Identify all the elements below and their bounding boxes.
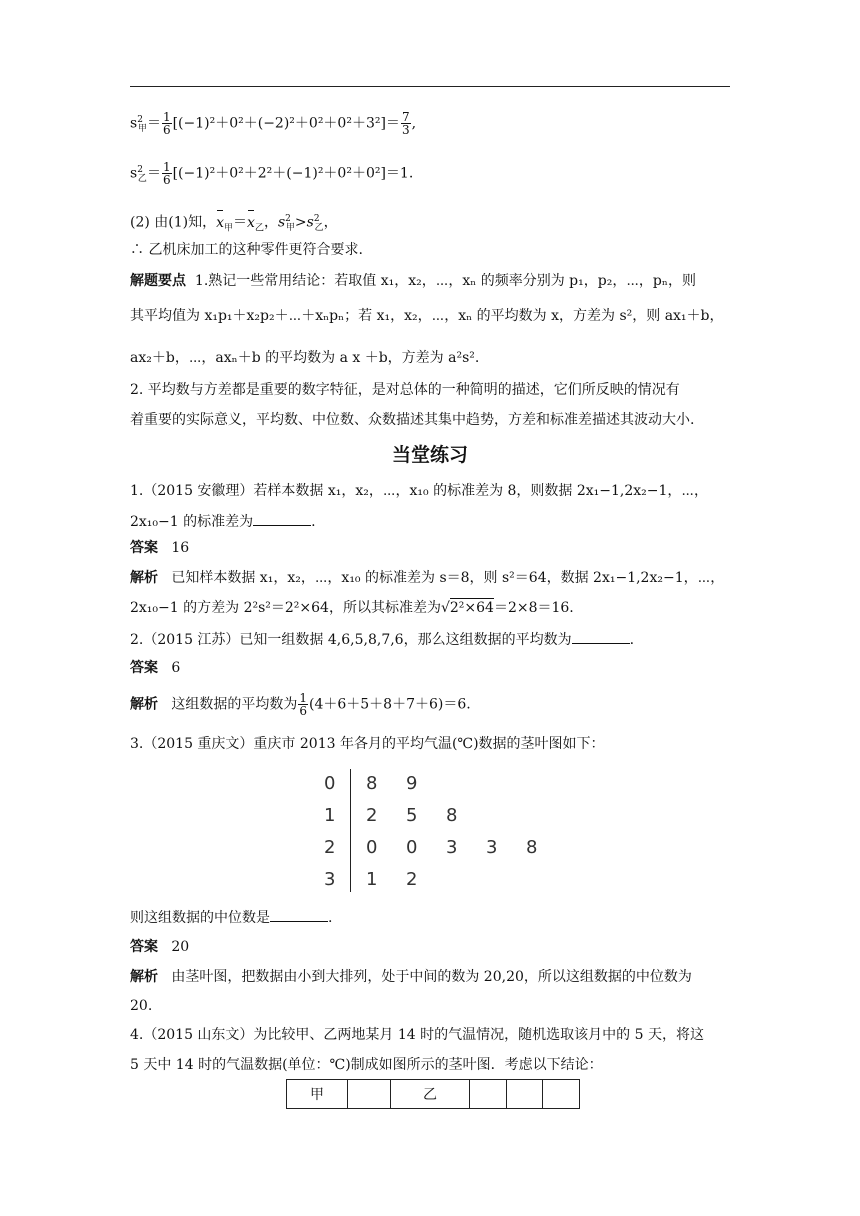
leaf-3-1: 2 — [406, 869, 418, 890]
fraction-one-sixth: $\frac{1}{6}$ — [162, 110, 171, 138]
q1-line1: 1.（2015 安徽理）若样本数据 x₁，x₂，⋯，x₁₀ 的标准差为 8，则数据 2x₁−1,2x₂−1，⋯， — [130, 483, 709, 499]
section-title: 当堂练习 — [391, 444, 468, 466]
q4-line1: 4.（2015 山东文）为比较甲、乙两地某月 14 时的气温情况，随机选取该月中的 5 天，将这 — [130, 1027, 704, 1043]
formula-s-yi: $s^2_乙=$ $\frac{1}{6}$ [(−1)²＋0²＋2²＋(−1)²＋0²＋0²]＝1. — [130, 160, 414, 188]
stem-0: 0 — [324, 773, 336, 794]
part2-conclusion: ∴ 乙机床加工的这种零件更符合要求. — [130, 242, 363, 258]
fraction-one-sixth: $\frac{1}{6}$ — [299, 691, 307, 718]
stem-leaf-divider — [350, 769, 351, 892]
q2-line1: 2.（2015 江苏）已知一组数据 4,6,5,8,7,6，那么这组数据的平均数为 . — [130, 629, 634, 650]
table-cell-yi: 乙 — [391, 1080, 470, 1109]
key-points-p2-line1: 2. 平均数与方差都是重要的数字特征，是对总体的一种简明的描述，它们所反映的情况有 — [130, 382, 680, 398]
stem-2: 2 — [324, 837, 336, 858]
answer-blank — [572, 629, 630, 644]
leaf-2-3: 3 — [486, 837, 498, 858]
leaf-2-4: 8 — [526, 837, 538, 858]
key-points-p2-line2: 着重要的实际意义，平均数、中位数、众数描述其集中趋势，方差和标准差描述其波动大小. — [130, 412, 695, 428]
leaf-1-2: 8 — [446, 805, 458, 826]
key-points-line3: ax₂＋b，⋯，axₙ＋b 的平均数为 a x ＋b，方差为 a²s². — [130, 350, 480, 366]
table-cell — [543, 1080, 580, 1109]
q4-line2: 5 天中 14 时的气温数据(单位：℃)制成如图所示的茎叶图．考虑以下结论： — [130, 1057, 603, 1073]
q3-answer: 答案 20 — [130, 939, 190, 955]
leaf-2-0: 0 — [366, 837, 378, 858]
formula-s-jia: $s^2_甲=$ $\frac{1}{6}$ [(−1)²＋0²＋(−2)²＋0²＋0²＋3²]＝ $\frac{7}{3}$ , — [130, 110, 417, 138]
leaf-2-2: 3 — [446, 837, 458, 858]
answer-blank — [270, 907, 328, 922]
table-cell — [507, 1080, 543, 1109]
leaf-0-0: 8 — [366, 773, 378, 794]
part2-comparison: (2) 由(1)知，$x_甲=x_乙$，$s^2_甲>s^2_乙$， — [130, 214, 338, 234]
leaf-1-0: 2 — [366, 805, 378, 826]
fraction-one-sixth: $\frac{1}{6}$ — [162, 160, 171, 188]
leaf-2-1: 0 — [406, 837, 418, 858]
answer-blank — [253, 511, 311, 526]
leaf-1-1: 5 — [406, 805, 418, 826]
q1-analysis-line2: 2x₁₀−1 的方差为 2²s²＝2²×64，所以其标准差为√2²×64＝2×8＝16. — [130, 600, 574, 616]
q3-analysis-line2: 20. — [130, 998, 153, 1014]
table-cell — [470, 1080, 507, 1109]
fraction-seven-thirds: $\frac{7}{3}$ — [401, 110, 410, 138]
q3-line1: 3.（2015 重庆文）重庆市 2013 年各月的平均气温(℃)数据的茎叶图如下： — [130, 736, 605, 752]
q4-stem-leaf-table — [286, 1079, 580, 1109]
table-cell-jia: 甲 — [287, 1080, 348, 1109]
key-points-line1: 解题要点 1.熟记一些常用结论：若取值 x₁，x₂，⋯，xₙ 的频率分别为 p₁，p₂，⋯，pₙ，则 — [130, 273, 696, 289]
q1-answer: 答案 16 — [130, 540, 190, 556]
stem-3: 3 — [324, 869, 336, 890]
stem-1: 1 — [324, 805, 336, 826]
leaf-3-0: 1 — [366, 869, 378, 890]
q3-question: 则这组数据的中位数是 . — [130, 907, 332, 928]
header-rule — [130, 86, 730, 87]
q3-analysis-line1: 解析 由茎叶图，把数据由小到大排列，处于中间的数为 20,20，所以这组数据的中位数为 — [130, 969, 692, 985]
q2-analysis: 解析 这组数据的平均数为 $\frac{1}{6}$ (4＋6＋5＋8＋7＋6)＝6. — [130, 691, 471, 718]
key-points-line2: 其平均值为 x₁p₁＋x₂p₂＋⋯＋xₙpₙ；若 x₁，x₂，⋯，xₙ 的平均数为 x，方差为 s²，则 ax₁＋b， — [130, 308, 724, 324]
q2-answer: 答案 6 — [130, 660, 181, 676]
q1-line2: 2x₁₀−1 的标准差为 . — [130, 511, 316, 532]
table-cell — [348, 1080, 391, 1109]
q1-analysis-line1: 解析 已知样本数据 x₁，x₂，⋯，x₁₀ 的标准差为 s＝8，则 s²＝64，数据 2x₁−1,2x₂−1，⋯， — [130, 570, 725, 586]
leaf-0-1: 9 — [406, 773, 418, 794]
